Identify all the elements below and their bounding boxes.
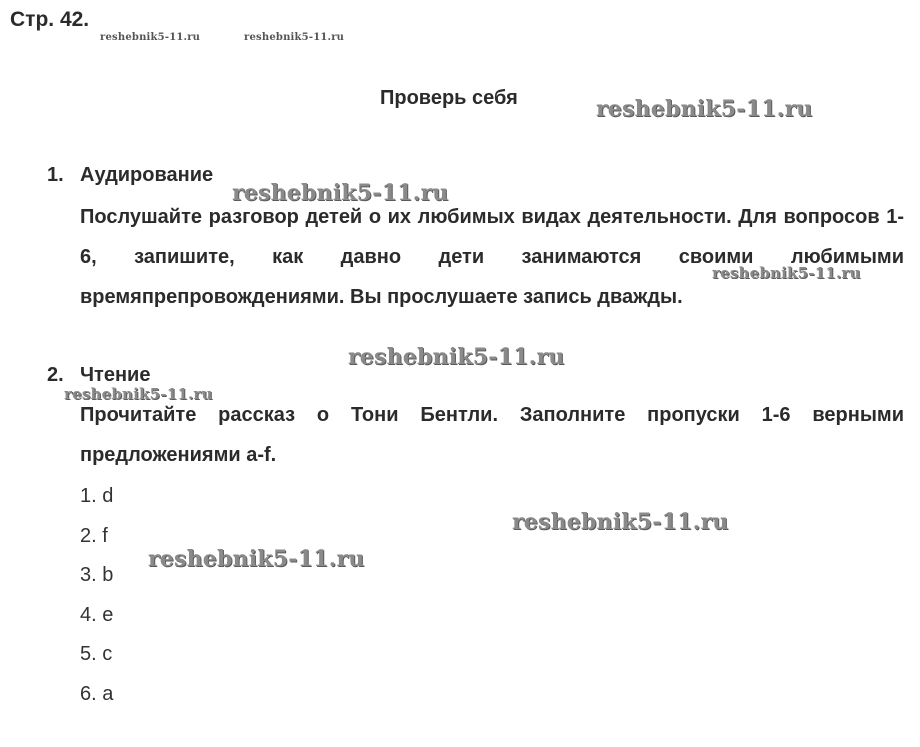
section-title: Аудирование: [80, 164, 214, 186]
watermark: reshebnik5-11.ru: [512, 509, 729, 535]
watermark: reshebnik5-11.ru: [712, 264, 861, 282]
watermark: reshebnik5-11.ru: [232, 180, 449, 206]
answer-item: 4. e: [80, 603, 114, 626]
section-heading-reading: [47, 364, 150, 387]
section-text-reading: Прочитайте рассказ о Тони Бентли. Заполните пропуски 1-6 верными предложениями a-f.: [80, 404, 904, 466]
watermark: reshebnik5-11.ru: [100, 32, 201, 43]
watermark: reshebnik5-11.ru: [64, 385, 213, 403]
answer-item: 2. f: [80, 524, 108, 547]
watermark: reshebnik5-11.ru: [148, 546, 365, 572]
answer-item: 5. c: [80, 643, 113, 666]
section-text-listening: Послушайте разговор детей о их любимых видах деятельности. Для вопросов 1-6, запишите, как давно дети занимаются своими любимыми времяпрепровождениями. Вы прослушаете запись дважды.: [80, 206, 904, 308]
section-title: Чтение: [80, 364, 151, 386]
page-title: Проверь себя: [380, 87, 518, 109]
section-number: 2.: [47, 364, 64, 386]
section-heading-listening: [47, 164, 213, 187]
answer-list: [80, 477, 113, 715]
watermark: reshebnik5-11.ru: [244, 32, 345, 43]
page-label: Стр. 42.: [10, 8, 90, 31]
watermark: reshebnik5-11.ru: [348, 344, 565, 370]
watermark: reshebnik5-11.ru: [596, 96, 813, 122]
answer-item: 6. a: [80, 682, 114, 705]
answer-item: 3. b: [80, 564, 114, 587]
section-number: 1.: [47, 164, 64, 186]
answer-item: 1. d: [80, 485, 114, 507]
